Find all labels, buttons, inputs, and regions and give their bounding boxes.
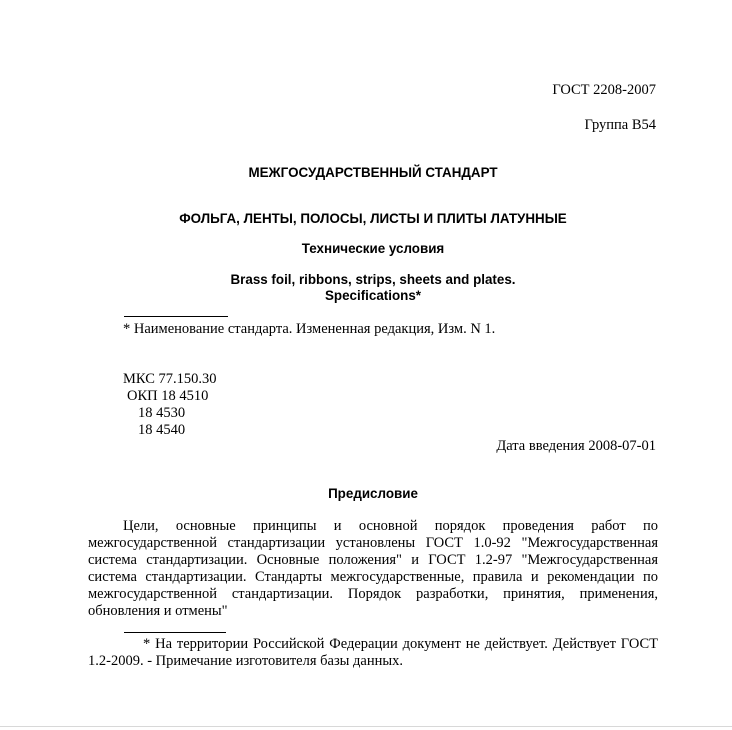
foreword-heading: Предисловие: [328, 486, 418, 501]
standard-name-ru: ФОЛЬГА, ЛЕНТЫ, ПОЛОСЫ, ЛИСТЫ И ПЛИТЫ ЛАТУННЫЕ: [179, 211, 567, 226]
standard-name-en-line2: Specifications*: [325, 288, 421, 303]
okp-code-3: 18 4540: [138, 422, 186, 438]
title-footnote: * Наименование стандарта. Измененная редакция, Изм. N 1.: [123, 321, 496, 337]
mks-code: МКС 77.150.30: [123, 371, 217, 387]
introduction-date: Дата введения 2008-07-01: [496, 438, 656, 454]
footnote-separator: [124, 316, 228, 317]
gost-number: ГОСТ 2208-2007: [552, 82, 656, 98]
standard-type-heading: МЕЖГОСУДАРСТВЕННЫЙ СТАНДАРТ: [248, 165, 498, 180]
foreword-footnote: * На территории Российской Федерации документ не действует. Действует ГОСТ 1.2-2009. - Примечание изготовителя базы данных.: [88, 636, 658, 670]
foreword-paragraph: Цели, основные принципы и основной порядок проведения работ по межгосударственной стандартизации установлены ГОСТ 1.0-92 "Межгосударственная система стандартизации. Основные положения" и ГОСТ 1.2-97 "Межгосударственная система стандартизации. Стандарты межгосударственные, правила и рекомендации по межгосударственной стандартизации. Порядок разработки, принятия, применения, обновления и отмены": [88, 518, 658, 620]
group-code: Группа В54: [584, 117, 656, 133]
page-bottom-border: [0, 726, 732, 727]
okp-code-1: ОКП 18 4510: [127, 388, 209, 404]
standard-name-en-line1: Brass foil, ribbons, strips, sheets and plates.: [230, 272, 516, 287]
footnote-separator: [124, 632, 226, 633]
standard-subtitle: Технические условия: [301, 241, 445, 256]
okp-code-2: 18 4530: [138, 405, 186, 421]
